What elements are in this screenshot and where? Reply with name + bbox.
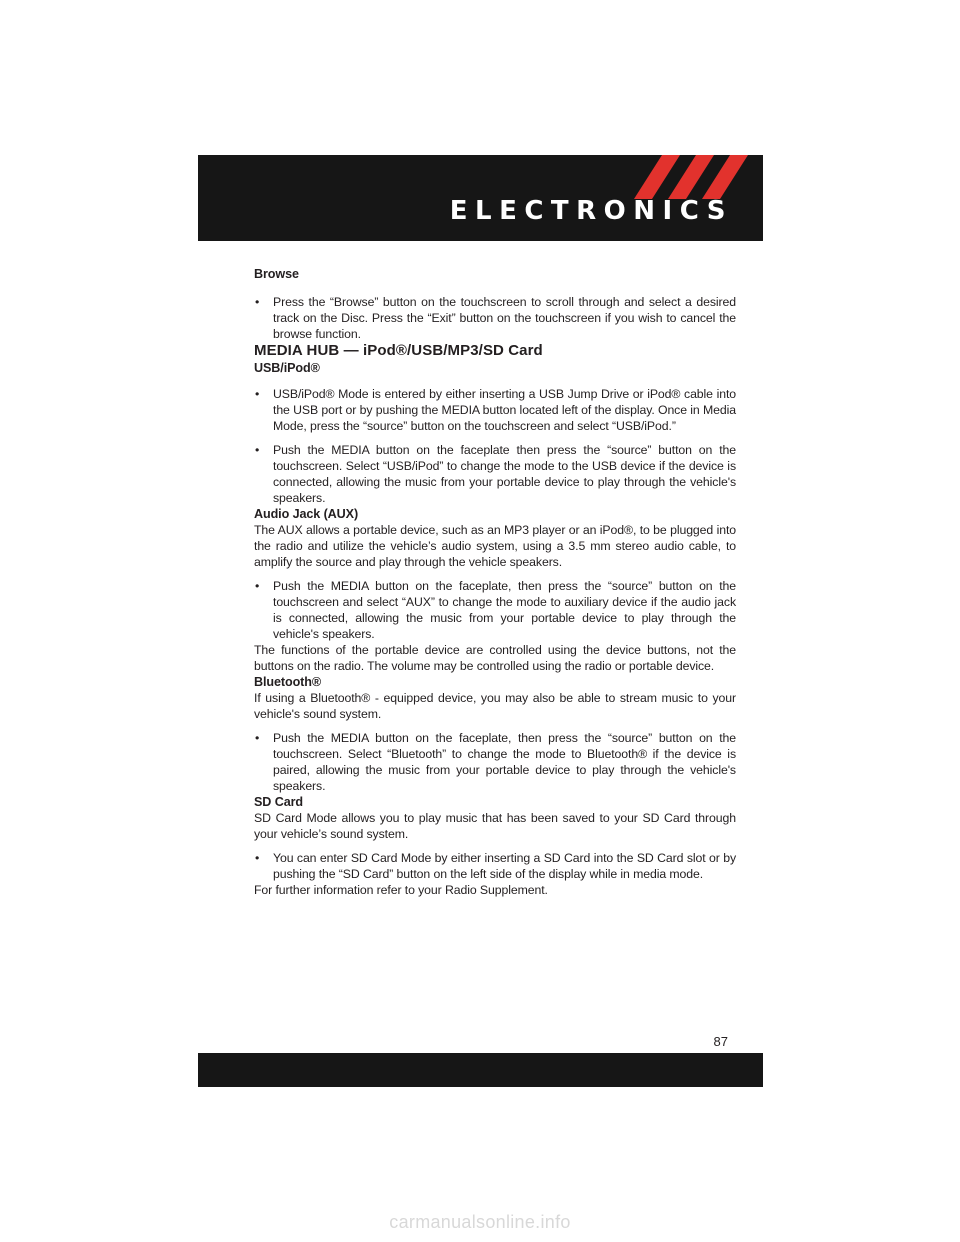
section-header-bar — [198, 155, 763, 241]
page-number: 87 — [713, 1034, 728, 1049]
media-hub-heading: MEDIA HUB — iPod®/USB/MP3/SD Card — [254, 342, 543, 359]
watermark-text[interactable]: carmanualsonline.info — [389, 1212, 571, 1232]
aux-note: The functions of the portable device are controlled using the device buttons, not the buttons on the radio. The volume may be controlled using the radio or portable device. — [254, 643, 736, 673]
sd-card-intro: SD Card Mode allows you to play music that has been saved to your SD Card through your vehicle’s sound system. — [254, 811, 736, 841]
bullet-icon: • — [255, 443, 260, 457]
list-item — [254, 850, 736, 882]
bullet-text: USB/iPod® Mode is entered by either inserting a USB Jump Drive or iPod® cable into the USB port or by pushing the MEDIA button located left of the display. Once in Media Mode, press the “source” button on the touchscreen and select “USB/iPod.” — [273, 387, 736, 433]
bullet-text: You can enter SD Card Mode by either inserting a SD Card into the SD Card slot or by pushing the “SD Card” button on the left side of the display while in media mode. — [273, 851, 736, 881]
list-item — [254, 386, 736, 434]
list-item — [254, 294, 736, 342]
aux-intro: The AUX allows a portable device, such as an MP3 player or an iPod®, to be plugged into the radio and utilize the vehicle’s audio system, using a 3.5 mm stereo audio cable, to amplify the source and play through the vehicle speakers. — [254, 523, 736, 569]
browse-heading: Browse — [254, 267, 299, 281]
bullet-text: Push the MEDIA button on the faceplate, then press the “source” button on the touchscreen and select “AUX” to change the mode to auxiliary device if the audio jack is connected, allowing the music from your portable device to play through the vehicle's speakers. — [273, 579, 736, 641]
section-title: ELECTRONICS — [449, 196, 733, 226]
bullet-text: Push the MEDIA button on the faceplate then press the “source” button on the touchscreen. Select “USB/iPod” to change the mode to the USB device if the device is connected, allowing the music from your portable device to play through the vehicle's speakers. — [273, 443, 736, 505]
aux-heading: Audio Jack (AUX) — [254, 507, 359, 521]
closing-note: For further information refer to your Radio Supplement. — [254, 883, 548, 897]
bullet-icon: • — [255, 387, 260, 401]
list-item — [254, 578, 736, 642]
list-item — [254, 730, 736, 794]
bullet-icon: • — [255, 579, 260, 593]
list-item — [254, 442, 736, 506]
bullet-text: Push the MEDIA button on the faceplate, then press the “source” button on the touchscreen. Select “Bluetooth” to change the mode to Bluetooth® if the device is paired, allowing the music from your portable device to play through the vehicle's speakers. — [273, 731, 736, 793]
bluetooth-intro: If using a Bluetooth® - equipped device, you may also be able to stream music to your vehicle's sound system. — [254, 691, 736, 721]
bullet-icon: • — [255, 851, 260, 865]
sd-card-heading: SD Card — [254, 795, 303, 809]
page-content — [254, 266, 736, 898]
bullet-text: Press the “Browse” button on the touchscreen to scroll through and select a desired track on the Disc. Press the “Exit” button on the touchscreen if you wish to cancel the browse function. — [273, 295, 736, 341]
bullet-icon: • — [255, 731, 260, 745]
bluetooth-heading: Bluetooth® — [254, 675, 322, 689]
usb-ipod-heading: USB/iPod® — [254, 361, 320, 375]
footer-bar — [198, 1053, 763, 1087]
bullet-icon: • — [255, 295, 260, 309]
